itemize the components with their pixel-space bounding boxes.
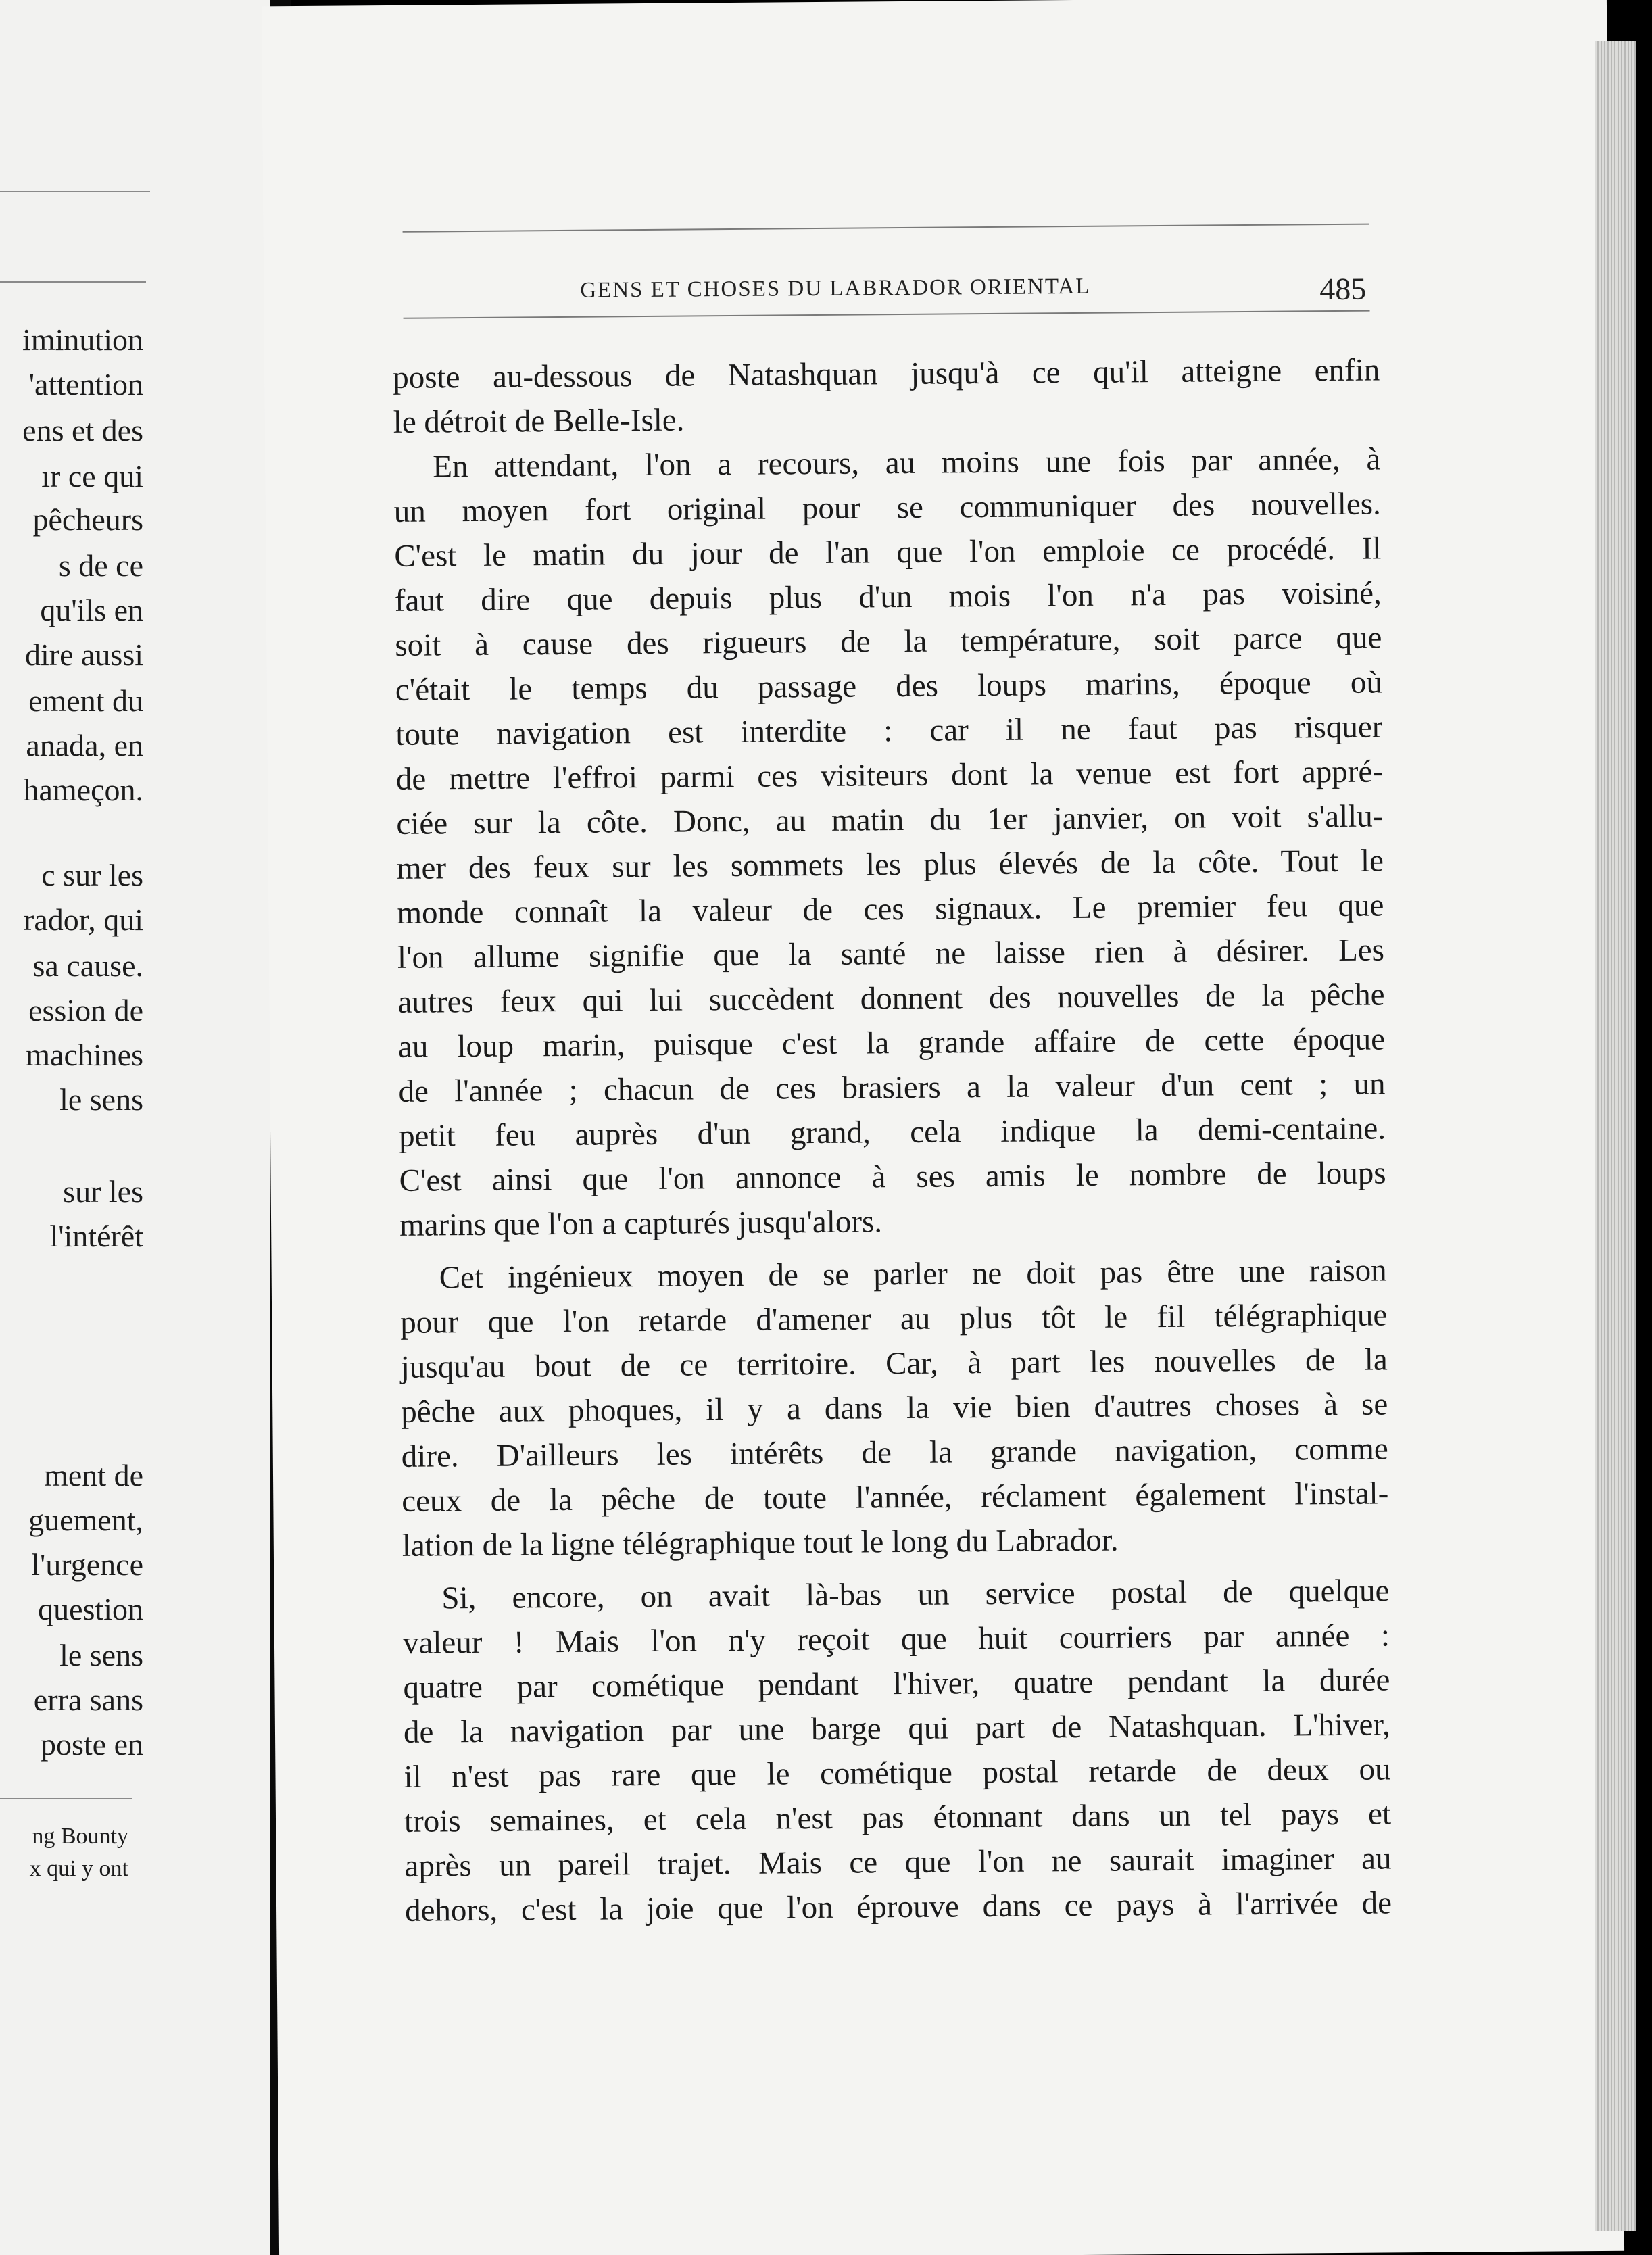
text-line: C'est ainsi que l'on annonce à ses amis le nombre de loups xyxy=(399,1155,1386,1198)
left-text-line: guement, xyxy=(28,1503,143,1537)
text-line: faut dire que depuis plus d'un mois l'on n'a pas voisiné, xyxy=(394,575,1382,619)
text-line: un moyen fort original pour se communiquer des nouvelles. xyxy=(393,486,1381,529)
left-text-line: c sur les xyxy=(41,858,143,892)
left-text-line: poste en xyxy=(40,1727,143,1762)
left-text-line: question xyxy=(38,1592,143,1626)
text-line: lation de la ligne télégraphique tout le long du Labrador. xyxy=(402,1522,1119,1563)
text-line: monde connaît la valeur de ces signaux. Le premier feu que xyxy=(397,888,1384,931)
left-text-line: l'urgence xyxy=(31,1547,143,1582)
text-line: le détroit de Belle-Isle. xyxy=(393,402,685,440)
text-line: c'était le temps du passage des loups marins, époque où xyxy=(395,664,1383,708)
left-text-line: 'attention xyxy=(28,367,143,402)
text-line: autres feux qui lui succèdent donnent des nouvelles de la pêche xyxy=(397,977,1385,1020)
footnote-line: x qui y ont xyxy=(29,1856,128,1881)
text-line: de la navigation par une barge qui part de Natashquan. L'hiver, xyxy=(403,1707,1391,1750)
text-line: ceux de la pêche de toute l'année, réclament également l'instal- xyxy=(402,1476,1389,1519)
scan-border xyxy=(1636,0,1652,2255)
left-text-line: rador, qui xyxy=(24,902,143,937)
text-line: pêche aux phoques, il y a dans la vie bien d'autres choses à se xyxy=(401,1386,1388,1430)
left-text-line: ment de xyxy=(44,1458,143,1493)
text-line: de mettre l'effroi parmi ces visiteurs dont la venue est fort appré- xyxy=(395,754,1384,797)
running-head: GENS ET CHOSES DU LABRADOR ORIENTAL xyxy=(580,274,1091,303)
left-text-line: erra sans xyxy=(33,1682,143,1717)
text-line: il n'est pas rare que le cométique postal retarde de deux ou xyxy=(404,1751,1391,1795)
left-text-line: ession de xyxy=(28,993,143,1027)
text-line: quatre par cométique pendant l'hiver, quatre pendant la durée xyxy=(403,1662,1390,1705)
left-page xyxy=(0,0,270,2255)
left-text-line: le sens xyxy=(59,1082,143,1117)
left-text-line: hameçon. xyxy=(23,773,143,807)
text-line: mer des feux sur les sommets les plus élevés de la côte. Tout le xyxy=(396,843,1384,886)
text-line: trois semaines, et cela n'est pas étonnant dans un tel pays et xyxy=(404,1796,1392,1839)
left-text-line: sur les xyxy=(63,1174,143,1209)
text-line: toute navigation est interdite : car il ne faut pas risquer xyxy=(395,709,1383,752)
text-line: dehors, c'est la joie que l'on éprouve dans ce pays à l'arrivée de xyxy=(404,1885,1392,1929)
body-text xyxy=(390,0,1394,2255)
text-line: au loup marin, puisque c'est la grande affaire de cette époque xyxy=(397,1021,1386,1065)
page-number: 485 xyxy=(1319,271,1367,307)
text-line: jusqu'au bout de ce territoire. Car, à part les nouvelles de la xyxy=(400,1342,1388,1385)
text-line: poste au-dessous de Natashquan jusqu'à ce qu'il atteigne enfin xyxy=(393,352,1380,395)
text-line: Cet ingénieux moyen de se parler ne doit pas être une raison xyxy=(439,1253,1387,1296)
text-line: Si, encore, on avait là-bas un service postal de quelque xyxy=(441,1573,1390,1616)
text-line: après un pareil trajet. Mais ce que l'on ne saurait imaginer au xyxy=(404,1841,1392,1884)
left-text-line: ır ce qui xyxy=(41,459,143,493)
left-text-line: le sens xyxy=(59,1638,143,1672)
left-text-line: pêcheurs xyxy=(32,502,143,537)
right-page xyxy=(262,0,1624,2255)
left-text-line: ens et des xyxy=(22,413,143,447)
text-line: ciée sur la côte. Donc, au matin du 1er janvier, on voit s'allu- xyxy=(396,798,1384,842)
text-line: valeur ! Mais l'on n'y reçoit que huit courriers par année : xyxy=(402,1618,1390,1661)
left-text-line: iminution xyxy=(22,322,143,357)
text-line: l'on allume signifie que la santé ne laisse rien à désirer. Les xyxy=(397,932,1385,975)
text-line: C'est le matin du jour de l'an que l'on emploie ce procédé. Il xyxy=(394,531,1382,574)
left-rule-head xyxy=(0,281,146,283)
text-line: de l'année ; chacun de ces brasiers a la valeur d'un cent ; un xyxy=(398,1066,1386,1109)
text-line: dire. D'ailleurs les intérêts de la grande navigation, comme xyxy=(401,1431,1388,1474)
left-rule-top xyxy=(0,191,150,192)
text-line: soit à cause des rigueurs de la température, soit parce que xyxy=(395,620,1382,663)
left-text-line: s de ce xyxy=(58,548,143,583)
left-text-line: qu'ils en xyxy=(40,593,143,627)
left-text-line: dire aussi xyxy=(24,637,143,672)
footnote-line: ng Bounty xyxy=(32,1824,128,1849)
page-edges xyxy=(1595,41,1636,2231)
left-text-line: machines xyxy=(26,1038,143,1072)
left-text-line: anada, en xyxy=(26,728,143,762)
text-line: pour que l'on retarde d'amener au plus tôt le fil télégraphique xyxy=(400,1297,1388,1340)
text-line: En attendant, l'on a recours, au moins une fois par année, à xyxy=(433,441,1381,485)
footnote-rule xyxy=(0,1798,132,1799)
left-text-line: sa cause. xyxy=(32,948,143,983)
text-line: marins que l'on a capturés jusqu'alors. xyxy=(399,1204,883,1243)
text-line: petit feu auprès d'un grand, cela indique la demi-centaine. xyxy=(398,1111,1386,1154)
left-text-line: l'intérêt xyxy=(49,1219,143,1253)
left-text-line: ement du xyxy=(28,683,143,718)
